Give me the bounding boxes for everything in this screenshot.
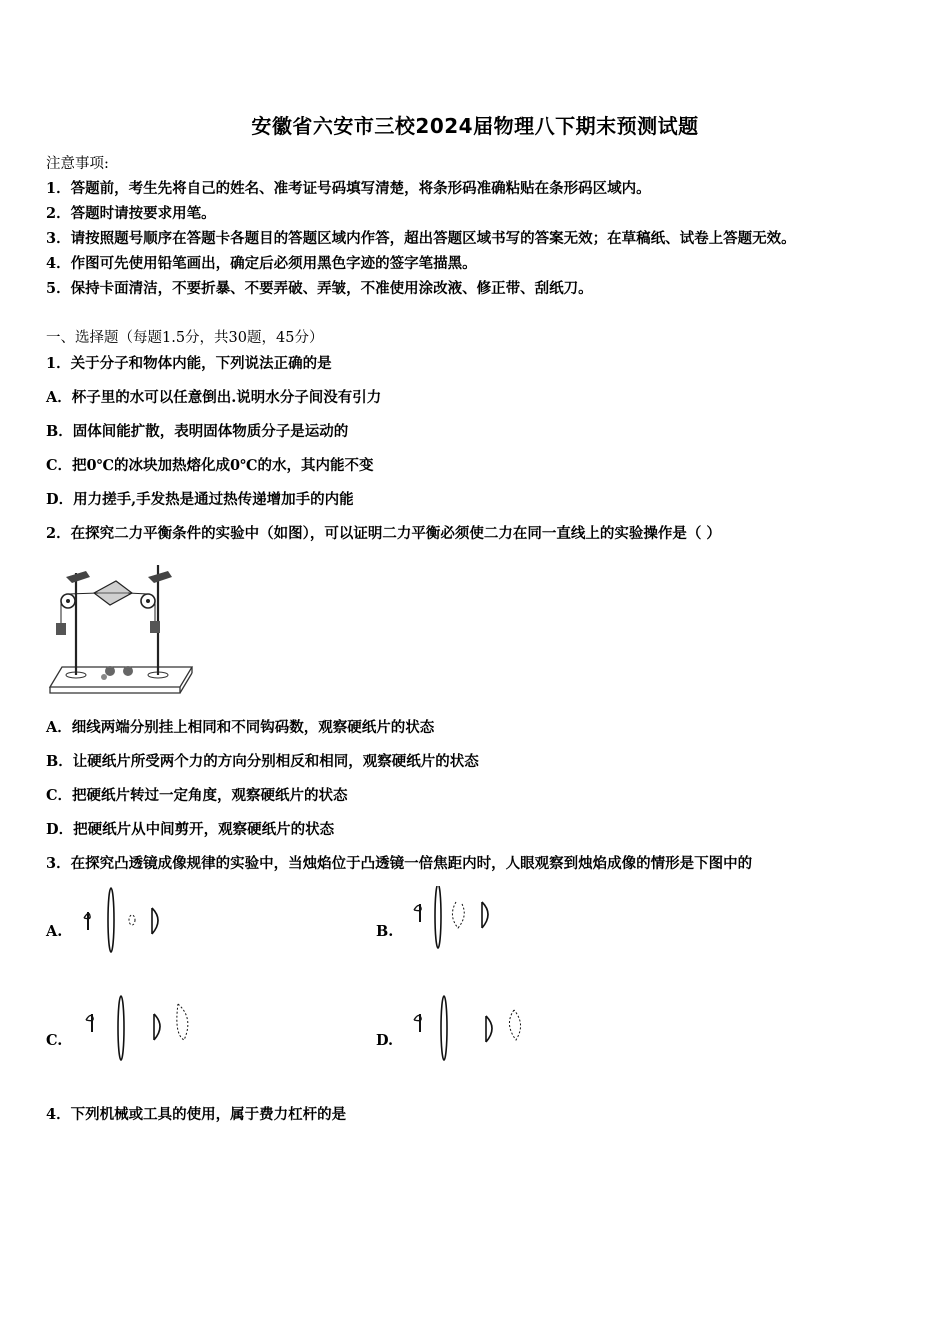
question-1-option-b: B．固体间能扩散，表明固体物质分子是运动的 bbox=[46, 423, 349, 440]
notice-item: 5．保持卡面清洁，不要折暴、不要弄破、弄皱，不准使用涂改液、修正带、刮纸刀。 bbox=[46, 280, 593, 297]
two-force-balance-apparatus-figure bbox=[46, 555, 196, 697]
notice-item: 3．请按照题号顺序在答题卡各题目的答题区域内作答，超出答题区域书写的答案无效；在草稿纸、试卷上答题无效。 bbox=[46, 230, 796, 247]
section-heading: 一、选择题（每题1.5分，共30题，45分） bbox=[46, 330, 324, 346]
notice-item: 1．答题前，考生先将自己的姓名、准考证号码填写清楚，将条形码准确粘贴在条形码区域内。 bbox=[46, 180, 651, 197]
question-2-option-c: C．把硬纸片转过一定角度，观察硬纸片的状态 bbox=[46, 787, 348, 804]
lens-diagram-option-a bbox=[78, 886, 178, 958]
question-1-stem: 1．关于分子和物体内能，下列说法正确的是 bbox=[46, 355, 332, 372]
lens-diagram-option-b bbox=[408, 886, 508, 958]
question-3-option-a-label: A. bbox=[46, 923, 63, 940]
notice-item: 4．作图可先使用铅笔画出，确定后必须用黑色字迹的签字笔描黑。 bbox=[46, 255, 477, 272]
question-2-option-a: A．细线两端分别挂上相同和不同钩码数，观察硬纸片的状态 bbox=[46, 719, 435, 736]
question-3-option-c-label: C. bbox=[46, 1032, 63, 1049]
lens-diagram-option-c bbox=[78, 994, 208, 1066]
question-1-option-d: D．用力搓手,手发热是通过热传递增加手的内能 bbox=[46, 491, 354, 508]
question-4-stem: 4．下列机械或工具的使用，属于费力杠杆的是 bbox=[46, 1106, 347, 1123]
question-3-stem: 3．在探究凸透镜成像规律的实验中，当烛焰位于凸透镜一倍焦距内时，人眼观察到烛焰成像的情形是下图中的 bbox=[46, 855, 753, 872]
question-2-option-b: B．让硬纸片所受两个力的方向分别相反和相同，观察硬纸片的状态 bbox=[46, 753, 479, 770]
lens-diagram-option-d bbox=[408, 994, 538, 1066]
page-title: 安徽省六安市三校2024届物理八下期末预测试题 bbox=[251, 114, 699, 138]
question-3-option-d-label: D. bbox=[376, 1032, 394, 1049]
question-2-stem: 2．在探究二力平衡条件的实验中（如图），可以证明二力平衡必须使二力在同一直线上的实验操作是（ ） bbox=[46, 525, 721, 542]
notice-item: 2．答题时请按要求用笔。 bbox=[46, 205, 216, 222]
question-2-option-d: D．把硬纸片从中间剪开，观察硬纸片的状态 bbox=[46, 821, 335, 838]
notice-heading: 注意事项: bbox=[46, 156, 109, 172]
question-3-option-b-label: B. bbox=[376, 923, 394, 940]
question-1-option-a: A．杯子里的水可以任意倒出.说明水分子间没有引力 bbox=[46, 389, 382, 406]
question-1-option-c: C．把0℃的冰块加热熔化成0℃的水，其内能不变 bbox=[46, 457, 374, 474]
